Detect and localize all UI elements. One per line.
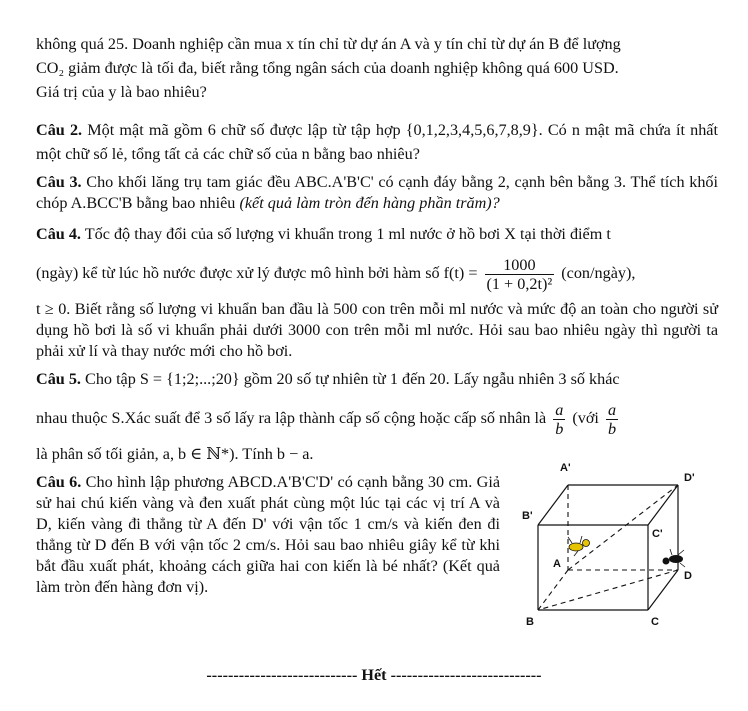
- fraction-numerator: a: [607, 401, 617, 419]
- intro-paragraph: [36, 32, 718, 104]
- cube-figure: [518, 455, 728, 630]
- fraction-denominator: b: [555, 420, 564, 438]
- question-5-line-1: Cho tập S = {1;2;...;20} gồm 20 số tự nhiên từ 1 đến 20. Lấy ngẫu nhiên 3 số khác: [85, 370, 620, 388]
- bacteria-rate-fraction: [485, 256, 555, 293]
- path-d-b: [538, 570, 678, 610]
- hidden-edge-a-b: [538, 570, 568, 610]
- question-4-line-1: Tốc độ thay đổi của số lượng vi khuẩn trong 1 ml nước ở hồ bơi X tại thời điểm t: [84, 225, 611, 243]
- fraction-numerator: 1000: [485, 256, 555, 275]
- edge-d1-c1: [648, 485, 678, 525]
- question-2-text: Một mật mã gồm 6 chữ số được lập từ tập hợp {0,1,2,3,4,5,6,7,8,9}. Có n mật mã chứa ít nhất một chữ số lẻ, tổng tất cả các chữ số của n bằng bao nhiêu?: [36, 121, 718, 163]
- edge-c-d: [648, 570, 678, 610]
- question-2-label: Câu 2.: [36, 121, 83, 139]
- question-4-pre: (ngày) kể từ lúc hồ nước được xử lý được mô hình bởi hàm số f(t) =: [36, 264, 478, 283]
- fraction-denominator: (1 + 0,2t)²: [486, 275, 553, 293]
- question-5-pre: nhau thuộc S.Xác suất để 3 số lấy ra lập thành cấp số cộng hoặc cấp số nhân là: [36, 409, 547, 428]
- label-d1: D': [684, 472, 695, 484]
- question-4: [36, 222, 718, 362]
- label-c1: C': [652, 528, 663, 540]
- label-c: C: [651, 616, 659, 628]
- question-3-note: (kết quả làm tròn đến hàng phần trăm)?: [239, 194, 500, 212]
- black-ant-icon: [663, 549, 686, 567]
- question-4-label: Câu 4.: [36, 225, 81, 243]
- question-4-rest: t ≥ 0. Biết rằng số lượng vi khuẩn ban đầu là 500 con trên mỗi ml nước và mức độ an toàn cho người sử dụng hồ bơi là số vi khuẩn phải dưới 3000 con trên mỗi ml nước. Hỏi sau bao nhiêu ngày thì người ta phải xử lí và thay nước mới cho hồ bơi.: [36, 300, 718, 360]
- question-6-text: Cho hình lập phương ABCD.A'B'C'D' có cạnh bằng 30 cm. Giả sử hai chú kiến vàng và đen xuất phát cùng một lúc tại các vị trí A và D, kiến vàng đi thẳng từ A đến D' với vận tốc 1 cm/s và kiến đen đi thẳng từ D đến B với vận tốc 2 cm/s. Hỏi sau bao nhiêu giây kể từ khi bắt đầu xuất phát, khoảng cách giữa hai con kiến là bé nhất? (Kết quả làm tròn đến hàng đơn vị).: [36, 473, 501, 596]
- question-3: [36, 172, 718, 214]
- question-6-label: Câu 6.: [36, 473, 82, 491]
- intro-line-3: Giá trị của y là bao nhiêu?: [36, 83, 207, 101]
- question-3-label: Câu 3.: [36, 173, 82, 191]
- question-5: [36, 367, 718, 466]
- label-b: B: [526, 616, 534, 628]
- question-2: [36, 118, 718, 166]
- question-4-post: (con/ngày),: [561, 264, 636, 283]
- question-5-mid: (với: [572, 409, 599, 428]
- question-5-last: là phân số tối giản, a, b ∈ ℕ*). Tính b − a.: [36, 445, 314, 463]
- probability-fraction: [553, 401, 565, 438]
- fraction-numerator: a: [555, 401, 564, 419]
- question-3-text: Cho khối lăng trụ tam giác đều ABC.A'B'C' có cạnh đáy bằng 2, cạnh bên bằng 3. Thể tích khối chóp A.BCC'B bằng bao nhiêu: [36, 173, 719, 212]
- end-marker: ---------------------------- Hết ----------------------------: [206, 666, 542, 684]
- intro-line-1: không quá 25. Doanh nghiệp cần mua x tín chỉ từ dự án A và y tín chỉ từ dự án B để lượng: [36, 35, 621, 53]
- label-a1: A': [560, 462, 571, 474]
- label-a: A: [553, 558, 561, 570]
- label-b1: B': [522, 510, 533, 522]
- question-6: [36, 472, 500, 598]
- label-d: D: [684, 570, 692, 582]
- intro-line-2: CO₂ giảm được là tối đa, biết rằng tổng ngân sách của doanh nghiệp không quá 600 USD.: [36, 59, 619, 77]
- edge-a1-b1: [538, 485, 568, 525]
- question-5-label: Câu 5.: [36, 370, 81, 388]
- probability-fraction-repeat: [606, 401, 618, 438]
- yellow-ant-icon: [568, 536, 590, 556]
- fraction-denominator: b: [607, 420, 617, 438]
